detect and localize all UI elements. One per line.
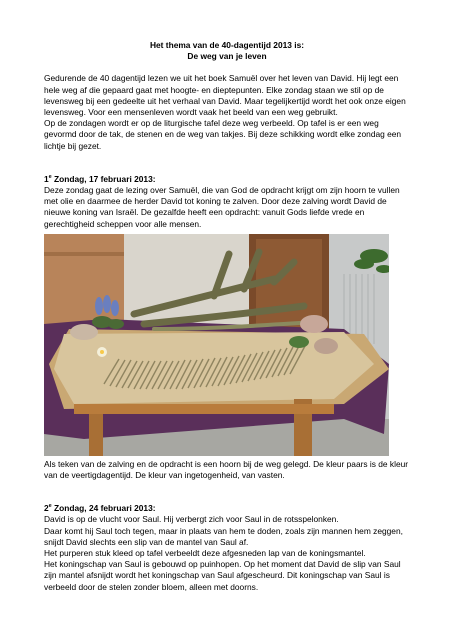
section-1-heading-text: Zondag, 17 februari 2013: bbox=[51, 173, 156, 184]
section-2-body-1: David is op de vlucht voor Saul. Hij verbergt zich voor Saul in de rotsspelonken. bbox=[44, 514, 339, 525]
liturgical-table-photo bbox=[44, 234, 389, 456]
section-2-number: 2 bbox=[44, 503, 49, 514]
intro-paragraph-2: Op de zondagen wordt er op de liturgische tafel deze weg verbeeld. Op tafel is er een weg gevormd door de tak, de stenen en de weg van takjes. Bij deze schikking wordt elke zondag een lichtje bij gezet. bbox=[44, 118, 402, 151]
section-2-heading-text: Zondag, 24 februari 2013: bbox=[51, 503, 156, 514]
document-title-line-2: De weg van je leven bbox=[187, 51, 267, 62]
section-1-heading bbox=[44, 174, 410, 185]
photo-caption: Als teken van de zalving en de opdracht is een hoorn bij de weg gelegd. De kleur paars is de kleur van de veertigdagentijd. De kleur van ingetogenheid, van vasten. bbox=[44, 458, 409, 481]
document-title-line-1: Het thema van de 40-dagentijd 2013 is: bbox=[149, 40, 305, 50]
section-2-body-4: Het koningschap van Saul is gebouwd op puinhopen. Op het moment dat David de slip van Saul zijn mantel afsnijdt wordt het koningschap van Saul afgescheurd. Dit koningschap van Saul is verbeeld door de stelen zonder bloem, alleen met doorns. bbox=[44, 559, 401, 592]
section-1-body: Deze zondag gaat de lezing over Samuël, die van God de opdracht krijgt om zijn hoorn te vullen met olie en daarmee de herder David tot koning te zalven. Door deze zalving wordt David de nieuwe koning van Israël. De gezalfde heeft een opdracht: vanuit Gods liefde vrede en gerechtigheid scheppen voor alle mensen. bbox=[44, 185, 400, 229]
section-2-ordinal-suffix: e bbox=[48, 503, 52, 510]
intro-paragraph-1: Gedurende de 40 dagentijd lezen we uit het boek Samuël over het leven van David. Hij legt een hele weg af die gepaard gaat met hoogte- en dieptepunten. Elke zondag staan we stil op de levensweg bij een gedeelte uit het verhaal van David. Maar tegelijkertijd wordt het ook onze eigen levensweg. Voor een mensenleven wordt vaak het beeld van een weg gebruikt. bbox=[44, 73, 406, 118]
section-1-ordinal-suffix: e bbox=[48, 174, 52, 181]
section-2-body-2: Daar komt hij Saul toch tegen, maar in plaats van hem te doden, zoals zijn mannen hem zeggen, snijdt David slechts een slip van de mantel van Saul af. bbox=[44, 525, 403, 547]
document-page bbox=[44, 40, 410, 593]
section-1-number: 1 bbox=[44, 173, 49, 184]
section-2-heading bbox=[44, 503, 410, 514]
section-2-body-3: Het purperen stuk kleed op tafel verbeeldt deze afgesneden lap van de koningsmantel. bbox=[44, 548, 366, 559]
